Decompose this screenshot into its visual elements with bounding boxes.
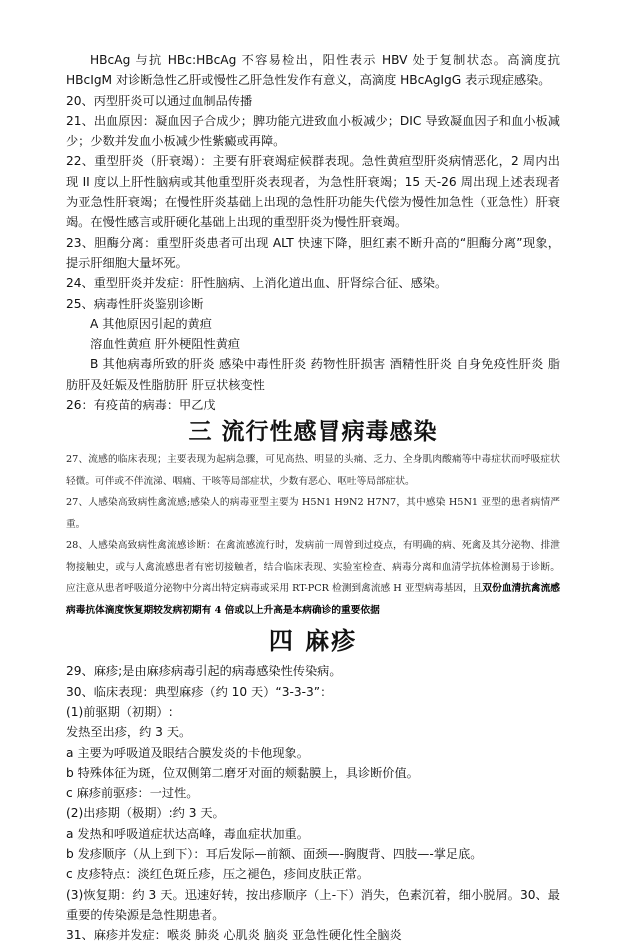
item-28-bold: 双份血清抗禽流感病毒抗体滴度恢复期较发病初期有 4 倍或以上升高是本病确诊的重要依据 bbox=[66, 583, 560, 616]
item-27: 27、流感的临床表现；主要表现为起病急骤，可见高热、明显的头痛、乏力、全身肌肉酸痛等中毒症状而呼吸症状轻微。可伴或不伴流涕、咽痛、干咳等局部症状，少数有恶心、呕吐等局部症状。 bbox=[66, 454, 560, 487]
stage-recovery: (3)恢复期：约 3 天。迅速好转，按出疹顺序（上-下）消失，色素沉着，细小脱屑。30、最重要的传染源是急性期患者。 bbox=[66, 887, 560, 922]
paragraph-hbcag: HBcAg 与抗 HBc:HBcAg 不容易检出，阳性表示 HBV 处于复制状态。高滴度抗 HBcIgM 对诊断急性乙肝或慢性乙肝急性发作有意义，高滴度 HBcAgIgG 表示现症感染。 bbox=[66, 53, 560, 88]
document-page bbox=[66, 50, 560, 946]
stage-eruption-a: a 发热和呼吸道症状达高峰，毒血症状加重。 bbox=[66, 826, 309, 841]
item-25-a: A 其他原因引起的黄疸 bbox=[90, 316, 212, 331]
item-28 bbox=[66, 535, 560, 621]
stage-eruption: (2)出疹期（极期）:约 3 天。 bbox=[66, 806, 225, 821]
stage-prodromal-b: b 特殊体征为斑，位双侧第二磨牙对面的颊黏膜上，具诊断价值。 bbox=[66, 765, 419, 780]
item-22: 22、重型肝炎（肝衰竭）：主要有肝衰竭症候群表现。急性黄疸型肝炎病情恶化，2 周内出现 II 度以上肝性脑病或其他重型肝炎表现者，为急性肝衰竭；15 天-26 周出现上述表现者为亚急性肝衰竭；在慢性肝炎基础上出现的急性肝功能失代偿为慢性加急性（亚急性）肝衰竭。在慢性感言或肝硬化基础上出现的重型肝炎为慢性肝衰竭。 bbox=[66, 154, 560, 230]
item-20: 20、丙型肝炎可以通过血制品传播 bbox=[66, 93, 253, 108]
stage-prodromal: (1)前驱期（初期）: bbox=[66, 704, 173, 719]
item-28-text: 28、人感染高致病性禽流感诊断：在禽流感流行时，发病前一周曾到过疫点，有明确的病、死禽及其分泌物、排泄物接触史，或与人禽流感患者有密切接触者，结合临床表现、实验室检查、病毒分离和血清学抗体检测易于诊断。应注意从患者呼吸道分泌物中分离出特定病毒或采用 RT-PCR 检测到禽流感 H 亚型病毒基因，且 bbox=[66, 540, 560, 595]
item-27-avian: 27、人感染高致病性禽流感;感染人的病毒亚型主要为 H5N1 H9N2 H7N7，其中感染 H5N1 亚型的患者病情严重。 bbox=[66, 497, 560, 530]
stage-prodromal-a: a 主要为呼吸道及眼结合膜发炎的卡他现象。 bbox=[66, 745, 309, 760]
item-23: 23、胆酶分离：重型肝炎患者可出现 ALT 快速下降，胆红素不断升高的“胆酶分离”现象，提示肝细胞大量坏死。 bbox=[66, 235, 560, 270]
item-31: 31、麻疹并发症：喉炎 肺炎 心肌炎 脑炎 亚急性硬化性全脑炎 bbox=[66, 928, 402, 943]
item-26: 26：有疫苗的病毒：甲乙戊 bbox=[66, 398, 216, 413]
item-25-a-detail: 溶血性黄疸 肝外梗阻性黄疸 bbox=[90, 337, 241, 352]
stage-eruption-b: b 发疹顺序（从上到下）：耳后发际—前额、面颈—-胸腹背、四肢—-掌足底。 bbox=[66, 847, 483, 862]
stage-eruption-c: c 皮疹特点：淡红色斑丘疹，压之褪色，疹间皮肤正常。 bbox=[66, 867, 370, 882]
item-25-b: B 其他病毒所致的肝炎 感染中毒性肝炎 药物性肝损害 酒精性肝炎 自身免疫性肝炎 脂肪肝及妊娠及性脂肪肝 肝豆状核变性 bbox=[66, 357, 560, 392]
item-25: 25、病毒性肝炎鉴别诊断 bbox=[66, 296, 204, 311]
section-heading-measles: 四 麻疹 bbox=[268, 627, 358, 656]
stage-prodromal-duration: 发热至出疹，约 3 天。 bbox=[66, 725, 192, 740]
item-29: 29、麻疹;是由麻疹病毒引起的病毒感染性传染病。 bbox=[66, 664, 342, 679]
section-heading-influenza: 三 流行性感冒病毒感染 bbox=[188, 419, 438, 446]
item-24: 24、重型肝炎并发症：肝性脑病、上消化道出血、肝肾综合征、感染。 bbox=[66, 276, 448, 291]
item-30: 30、临床表现：典型麻疹（约 10 天）“3-3-3”： bbox=[66, 684, 333, 699]
item-21: 21、出血原因：凝血因子合成少；脾功能亢进致血小板减少；DIC 导致凝血因子和血小板减少；少数并发血小板减少性紫癜或再障。 bbox=[66, 113, 560, 149]
stage-prodromal-c: c 麻疹前驱疹：一过性。 bbox=[66, 786, 199, 801]
